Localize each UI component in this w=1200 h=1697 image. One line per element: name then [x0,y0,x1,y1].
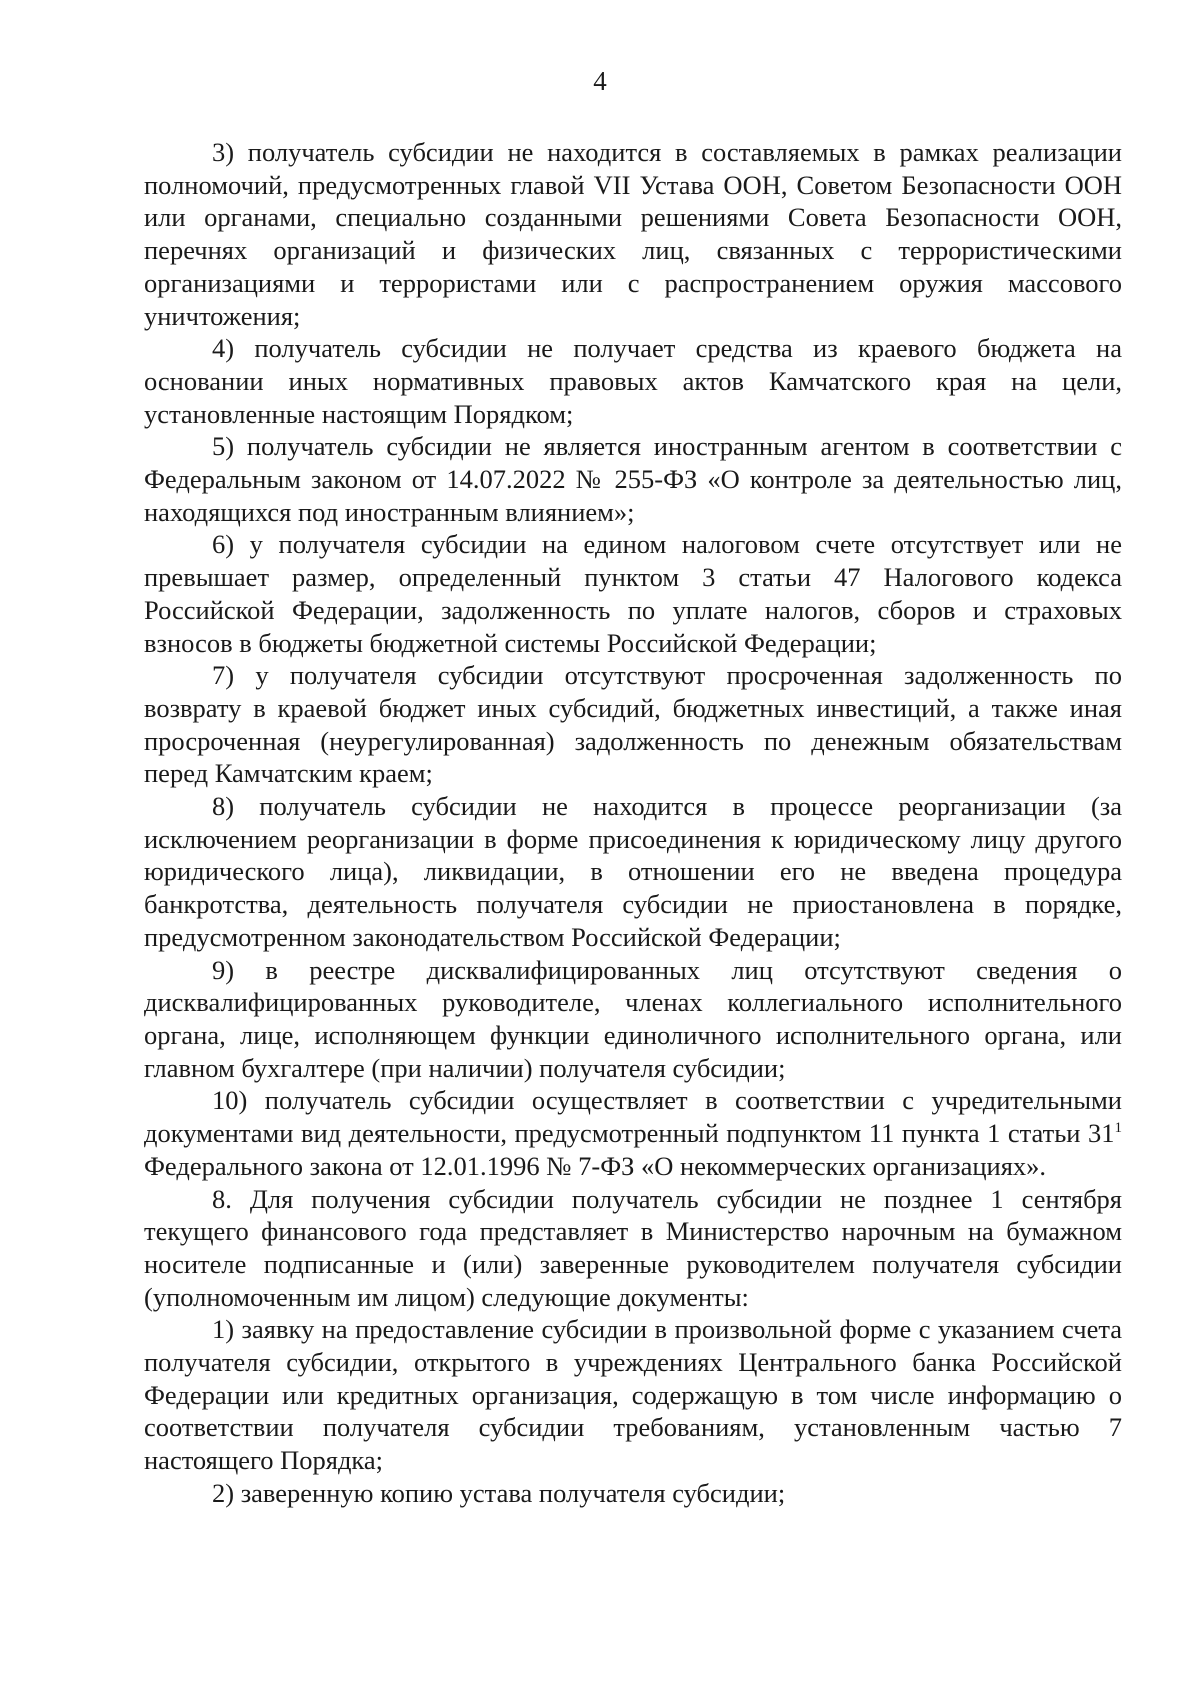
paragraph-doc-2: 2) заверенную копию устава получателя субсидии; [212,1477,786,1508]
paragraph-item-9: 9) в реестре дисквалифицированных лиц отсутствуют сведения о дисквалифицированных руководителе, членах коллегиального исполнительного органа, лице, исполняющем функции единоличного исполнительного органа, или главном бухгалтере (при наличии) получателя субсидии; [144,954,1122,1083]
paragraph-item-10-text: 10) получатель субсидии осуществляет в соответствии с учредительными документами вид деятельности, предусмотренный подпунктом 11 пункта 1 статьи 31 [144,1085,1122,1149]
paragraph-item-10-text-end: Федерального закона от 12.01.1996 № 7-ФЗ «О некоммерческих организациях». [144,1150,1047,1181]
page-number: 4 [593,66,607,96]
superscript-marker: 1 [1114,1120,1122,1137]
paragraph-item-6: 6) у получателя субсидии на едином налоговом счете отсутствует или не превышает размер, определенный пунктом 3 статьи 47 Налогового кодекса Российской Федерации, задолженность по уплате налогов, сборов и страховых взносов в бюджеты бюджетной системы Российской Федерации; [144,529,1122,658]
paragraph-item-8: 8) получатель субсидии не находится в процессе реорганизации (за исключением реорганизации в форме присоединения к юридическому лицу другого юридического лица), ликвидации, в отношении его не введена процедура банкротства, деятельность получателя субсидии не приостановлена в порядке, предусмотренном законодательством Российской Федерации; [144,791,1122,952]
paragraph-doc-1: 1) заявку на предоставление субсидии в произвольной форме с указанием счета получателя субсидии, открытого в учреждениях Центрального банка Российской Федерации или кредитных организация, содержащую в том числе информацию о соответствии получателя субсидии требованиям, установленным частью 7 настоящего Порядка; [144,1314,1122,1476]
paragraph-item-3: 3) получатель субсидии не находится в составляемых в рамках реализации полномочий, предусмотренных главой VII Устава ООН, Советом Безопасности ООН или органами, специально созданными решениями Совета Безопасности ООН, перечнях организаций и физических лиц, связанных с террористическими организациями и террористами или с распространением оружия массового уничтожения; [144,137,1122,331]
paragraph-item-7: 7) у получателя субсидии отсутствуют просроченная задолженность по возврату в краевой бюджет иных субсидий, бюджетных инвестиций, а также иная просроченная (неурегулированная) задолженность по денежным обязательствам перед Камчатским краем; [144,660,1122,789]
paragraph-item-4: 4) получатель субсидии не получает средства из краевого бюджета на основании иных нормативных правовых актов Камчатского края на цели, установленные настоящим Порядком; [144,333,1122,429]
paragraph-item-5: 5) получатель субсидии не является иностранным агентом в соответствии с Федеральным законом от 14.07.2022 № 255-ФЗ «О контроле за деятельностью лиц, находящихся под иностранным влиянием»; [144,431,1122,527]
paragraph-item-10 [144,1084,1122,1182]
paragraph-section-8: 8. Для получения субсидии получатель субсидии не позднее 1 сентября текущего финансового года представляет в Министерство нарочным на бумажном носителе подписанные и (или) заверенные руководителем получателя субсидии (уполномоченным им лицом) следующие документы: [144,1183,1122,1312]
document-body [144,136,1122,1510]
